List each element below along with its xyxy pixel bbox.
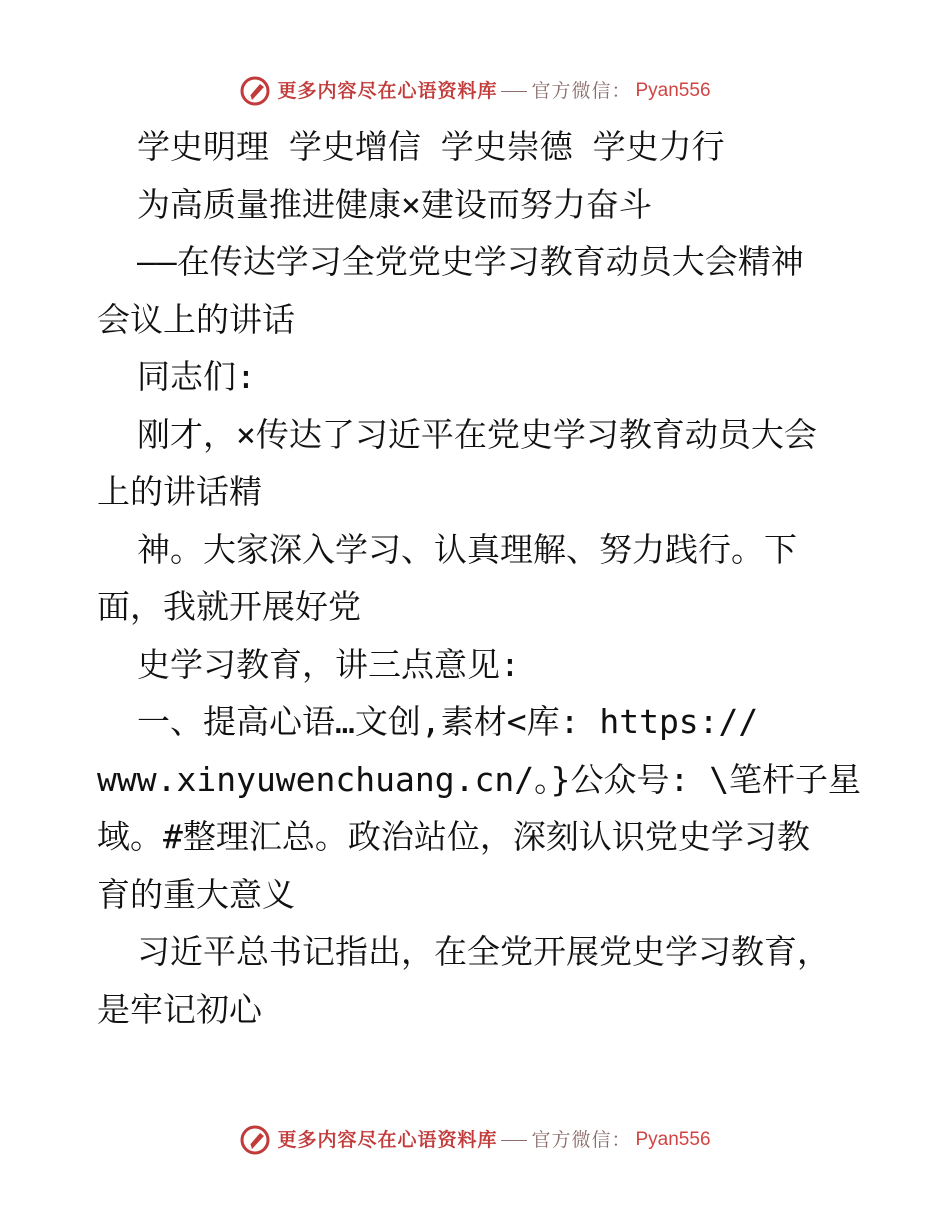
header-banner-wechat-id: Pyan556 xyxy=(635,80,711,101)
section-heading-line: 一、提高心语…文创,素材<库: https:// xyxy=(137,702,759,741)
paragraph-line: 面，我就开展好党 xyxy=(97,587,361,626)
footer-banner-text xyxy=(277,1129,710,1151)
title-line-1: 学史明理 学史增信 学史崇德 学史力行 xyxy=(137,127,725,166)
footer-banner xyxy=(0,1120,950,1160)
section-heading-line: www.xinyuwenchuang.cn/。}公众号: \笔杆子星 xyxy=(97,759,862,799)
pen-logo-icon xyxy=(239,1124,271,1156)
subtitle-line-2: 会议上的讲话 xyxy=(97,299,295,339)
paragraph-line: 刚才，×传达了习近平在党史学习教育动员大会 xyxy=(137,414,817,454)
paragraph-line: 上的讲话精 xyxy=(97,472,262,511)
section-heading-line: 育的重大意义 xyxy=(97,874,295,914)
footer-banner-dash xyxy=(501,1140,527,1141)
subtitle-line-1: ——在传达学习全党党史学习教育动员大会精神 xyxy=(137,242,804,281)
footer-banner-main: 更多内容尽在心语资料库 xyxy=(277,1129,498,1151)
section-heading-line: 域。#整理汇总。政治站位，深刻认识党史学习教 xyxy=(97,817,810,856)
header-banner xyxy=(0,71,950,111)
header-banner-main: 更多内容尽在心语资料库 xyxy=(277,80,498,102)
paragraph-line: 是牢记初心 xyxy=(97,989,262,1029)
header-banner-official-label: 官方微信： xyxy=(531,80,632,102)
pen-logo-icon xyxy=(239,75,271,107)
header-banner-dash xyxy=(501,91,527,92)
paragraph-line: 史学习教育，讲三点意见: xyxy=(137,644,520,684)
document-body xyxy=(97,118,877,1038)
header-banner-text xyxy=(277,80,710,102)
salutation-line: 同志们: xyxy=(137,357,256,396)
footer-banner-wechat-id: Pyan556 xyxy=(635,1129,711,1150)
footer-banner-official-label: 官方微信： xyxy=(531,1129,632,1151)
paragraph-line: 神。大家深入学习、认真理解、努力践行。下 xyxy=(137,529,797,569)
title-line-2: 为高质量推进健康×建设而努力奋斗 xyxy=(137,184,652,224)
paragraph-line: 习近平总书记指出，在全党开展党史学习教育， xyxy=(137,932,830,971)
